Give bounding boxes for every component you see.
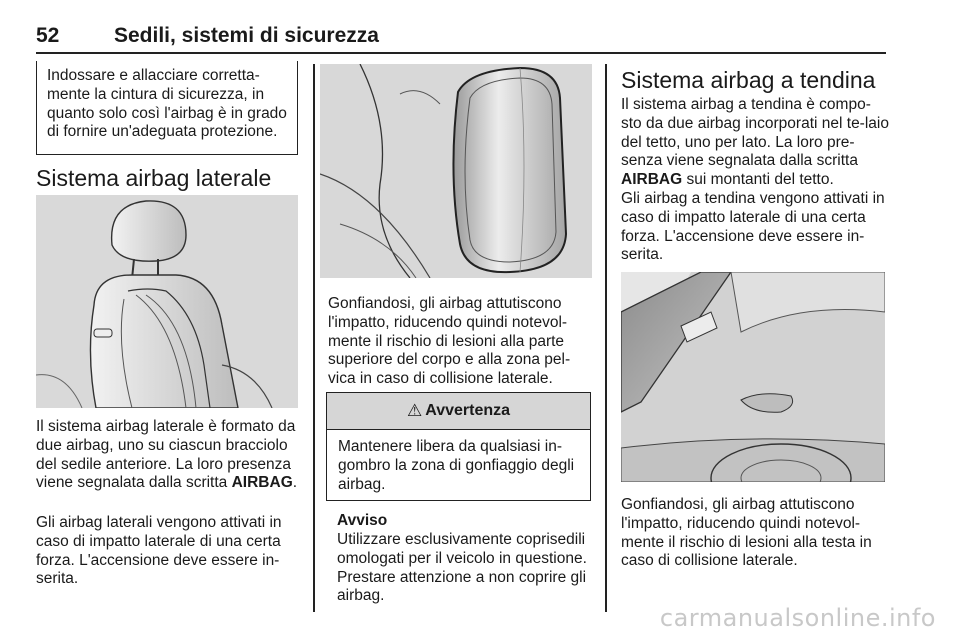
airbag-label-1: AIRBAG bbox=[231, 474, 293, 492]
notice-box bbox=[36, 61, 298, 155]
note-title: Avviso bbox=[337, 512, 388, 529]
warning-box bbox=[326, 392, 591, 501]
side-airbag-paragraph-3: Gonfiandosi, gli airbag attutiscono l'impatto, riducendo quindi notevol-mente il rischio di lesioni alla parte superiore del corpo e alla zona pel-vica in caso di collisione laterale. bbox=[328, 295, 571, 388]
side-airbag-deployed-illustration bbox=[320, 64, 592, 278]
header-rule bbox=[36, 52, 886, 54]
side-airbag-paragraph-2: Gli airbag laterali vengono attivati in caso di impatto laterale di una certa forza. L'accensione deve essere in-serita. bbox=[36, 514, 282, 588]
warning-title: Avvertenza bbox=[425, 402, 511, 419]
curtain-airbag-paragraph-3: Gonfiandosi, gli airbag attutiscono l'impatto, riducendo quindi notevol-mente il rischio di lesioni alla testa in caso di collisione laterale. bbox=[621, 496, 872, 570]
curtain-airbag-paragraph-2: Gli airbag a tendina vengono attivati in caso di impatto laterale di una certa forza. L'accensione deve essere in-serita. bbox=[621, 190, 885, 264]
column-divider-1 bbox=[313, 64, 315, 612]
curtain-airbag-heading: Sistema airbag a tendina bbox=[621, 67, 876, 93]
warning-triangle-icon: ⚠ bbox=[406, 401, 423, 420]
warning-header bbox=[327, 393, 590, 430]
side-airbag-illustration bbox=[36, 195, 298, 408]
warning-text: Mantenere libera da qualsiasi in-gombro la zona di gonfiaggio degli airbag. bbox=[338, 438, 575, 493]
side-airbag-heading: Sistema airbag laterale bbox=[36, 165, 272, 191]
watermark: carmanualsonline.info bbox=[659, 604, 936, 632]
note-text: Utilizzare esclusivamente coprisedili omologati per il veicolo in questione. Prestare attenzione a non coprire gli airbag. bbox=[337, 531, 587, 605]
side-airbag-paragraph-1 bbox=[36, 418, 302, 493]
curtain-airbag-paragraph-1 bbox=[621, 96, 889, 190]
curtain-airbag-illustration bbox=[621, 272, 885, 482]
column-divider-2 bbox=[605, 64, 607, 612]
side-airbag-p1-end: . bbox=[292, 474, 298, 492]
notice-text: Indossare e allacciare corretta-mente la cintura di sicurezza, in quanto solo così l'airbag è in grado di fornire un'adeguata protezione. bbox=[47, 67, 287, 141]
page-number: 52 bbox=[36, 24, 60, 47]
page-header bbox=[36, 24, 886, 52]
side-airbag-p1-text: Il sistema airbag laterale è formato da due airbag, uno su ciascun bracciolo del sedile anteriore. La loro presenza viene segnalata dalla scritta bbox=[36, 418, 296, 492]
airbag-label-2: AIRBAG bbox=[621, 171, 683, 189]
curtain-airbag-p1-text: Il sistema airbag a tendina è compo-sto da due airbag incorporati nel te-laio del tetto, uno per lato. La loro pre-senza viene segnalata dalla scritta bbox=[621, 96, 889, 170]
curtain-airbag-p1-end: sui montanti del tetto. bbox=[682, 171, 834, 189]
chapter-title: Sedili, sistemi di sicurezza bbox=[114, 24, 379, 47]
